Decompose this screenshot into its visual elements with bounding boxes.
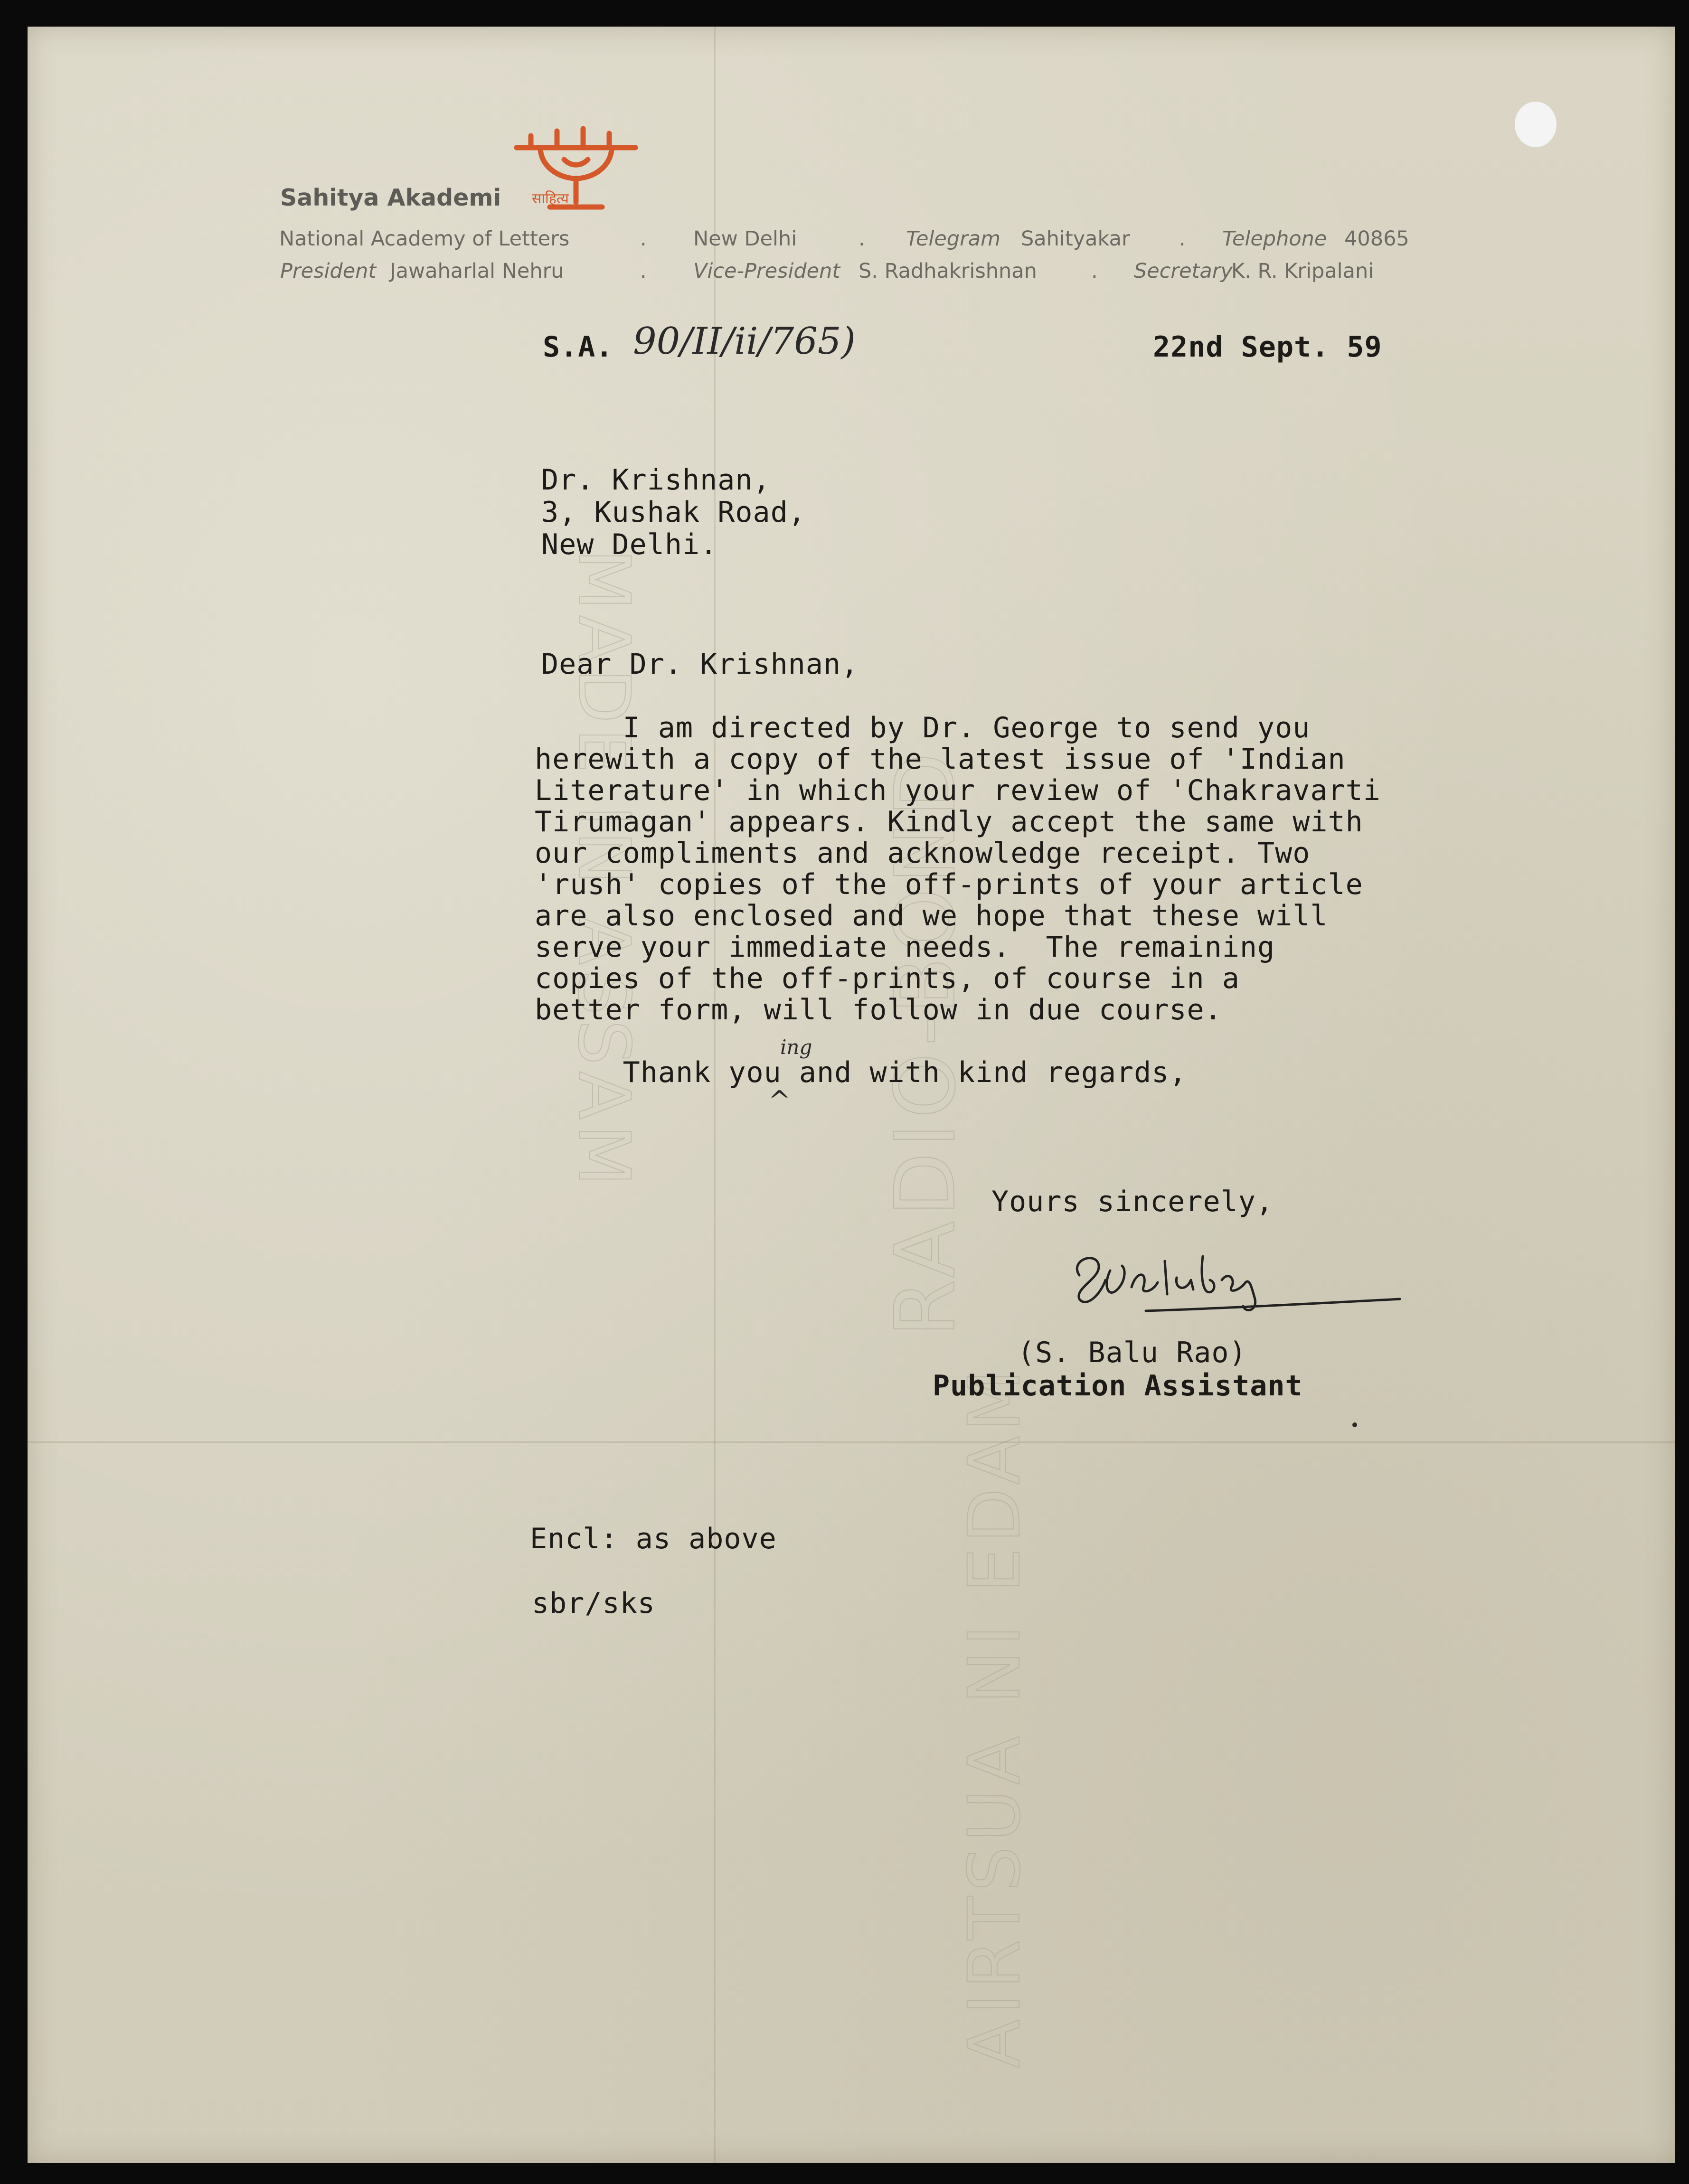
letter-date: 22nd Sept. 59 — [1153, 330, 1382, 364]
body-line: better form, will follow in due course. — [535, 993, 1222, 1026]
organization-name: Sahitya Akademi — [280, 184, 501, 211]
closing: Yours sincerely, — [991, 1185, 1274, 1218]
body-line: copies of the off-prints, of course in a — [535, 962, 1240, 995]
body-line: herewith a copy of the latest issue of 'Indian — [535, 743, 1346, 776]
watermark-text: MADE IN ASSAM — [562, 549, 645, 1191]
telegram-value: Sahityakar — [1021, 227, 1130, 251]
logo-script-text: साहित्य — [532, 190, 569, 207]
fold-crease-horizontal — [28, 1441, 1675, 1443]
vice-president-value: S. Radhakrishnan — [859, 259, 1037, 283]
secretary-label: Secretary — [1134, 259, 1233, 283]
paper-hole — [1515, 102, 1557, 147]
reference-prefix: S.A. — [543, 330, 613, 364]
separator: . — [859, 227, 865, 251]
letter-paper — [28, 27, 1675, 2163]
recipient-name: Dr. Krishnan, — [541, 463, 771, 497]
ink-dot — [1352, 1422, 1357, 1427]
watermark-text: AIRTSUA NI EDAM — [953, 1365, 1036, 2068]
recipient-street: 3, Kushak Road, — [541, 496, 806, 529]
signature-text — [1086, 1261, 1298, 1311]
body-line: 'rush' copies of the off-prints of your article — [535, 868, 1363, 901]
separator: . — [1179, 227, 1186, 251]
enclosure-note: Encl: as above — [530, 1522, 777, 1555]
sahitya-akademi-logo — [512, 122, 640, 217]
separator: . — [640, 259, 647, 283]
signer-name: (S. Balu Rao) — [1018, 1336, 1247, 1369]
thanks-line: Thank you and with kind regards, — [535, 1056, 1187, 1089]
separator: . — [640, 227, 647, 251]
organization-full-name: National Academy of Letters — [279, 227, 570, 251]
secretary-value: K. R. Kripalani — [1231, 259, 1374, 283]
body-line: Tirumagan' appears. Kindly accept the same with — [535, 805, 1363, 838]
president-label: President — [280, 259, 377, 283]
handwritten-insertion: ing — [780, 1036, 812, 1059]
typist-initials: sbr/sks — [532, 1587, 655, 1620]
insertion-caret: ^ — [768, 1085, 791, 1116]
body-line: are also enclosed and we hope that these will — [535, 899, 1328, 932]
telephone-value: 40865 — [1344, 227, 1409, 251]
separator: . — [1091, 259, 1098, 283]
body-line: Literature' in which your review of 'Chakravarti — [535, 774, 1381, 807]
vice-president-label: Vice-President — [693, 259, 840, 283]
body-line: our compliments and acknowledge receipt. Two — [535, 837, 1311, 870]
telegram-label: Telegram — [906, 227, 1001, 251]
watermark-text: RADIO-BOND — [878, 748, 974, 1337]
recipient-city: New Delhi. — [541, 528, 718, 561]
body-line: serve your immediate needs. The remaining — [535, 931, 1275, 964]
signer-title: Publication Assistant — [933, 1369, 1303, 1403]
city: New Delhi — [693, 227, 797, 251]
reference-handwritten: 90/II/ii/765) — [633, 320, 856, 363]
president-value: Jawaharlal Nehru — [390, 259, 564, 283]
body-line: I am directed by Dr. George to send you — [535, 711, 1311, 744]
salutation: Dear Dr. Krishnan, — [541, 648, 859, 681]
telephone-label: Telephone — [1222, 227, 1327, 251]
